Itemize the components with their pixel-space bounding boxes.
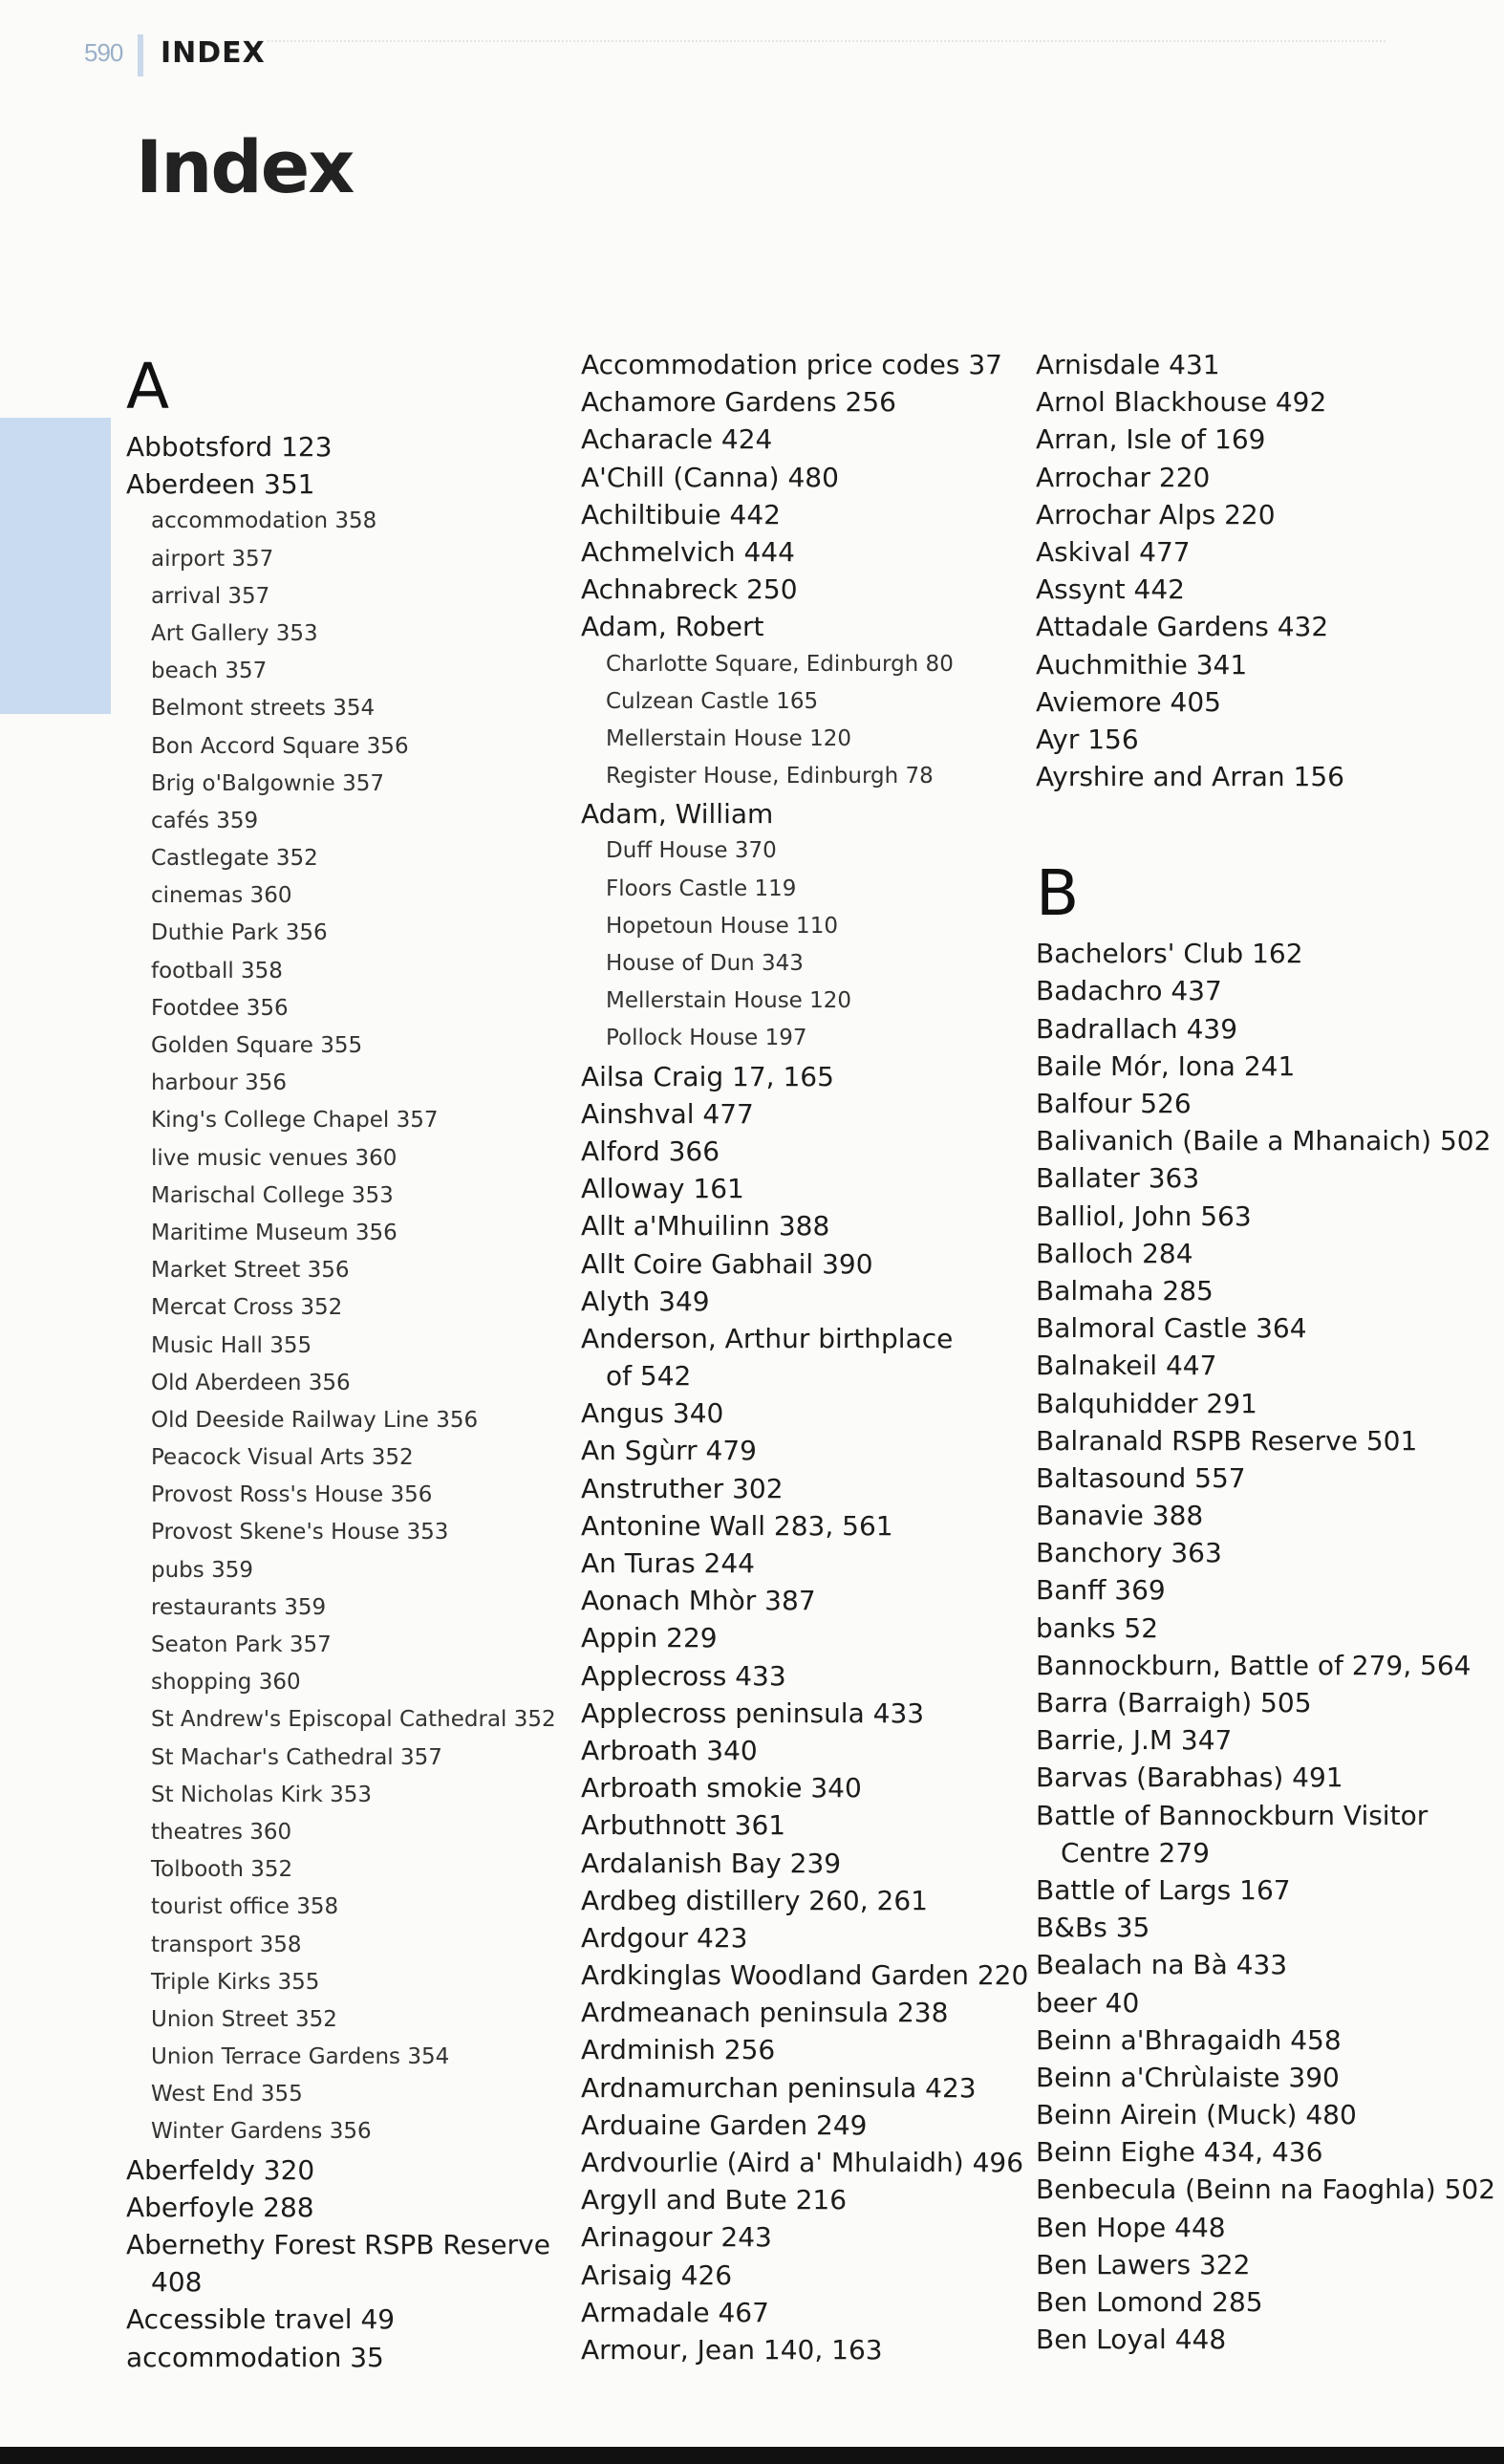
index-entry: Armour, Jean 140, 163 bbox=[581, 2333, 883, 2366]
index-entry: Beinn Airein (Muck) 480 bbox=[1036, 2099, 1357, 2131]
section-gap bbox=[1036, 795, 1485, 853]
index-entry: Banchory 363 bbox=[1036, 1537, 1222, 1569]
index-subentry: Market Street 356 bbox=[151, 1258, 350, 1284]
index-entry: Baile Mór, Iona 241 bbox=[1036, 1049, 1296, 1082]
index-entry: Arbuthnott 361 bbox=[581, 1809, 786, 1842]
index-subentry: cafés 359 bbox=[151, 808, 259, 833]
entry-list bbox=[1036, 346, 1485, 795]
index-entry: Aberfeldy 320 bbox=[126, 2153, 315, 2186]
index-entry: Achmelvich 444 bbox=[581, 535, 795, 568]
index-entry: Ayr 156 bbox=[1036, 723, 1139, 755]
index-subentry: Provost Skene's House 353 bbox=[151, 1520, 449, 1545]
index-entry: Badachro 437 bbox=[1036, 975, 1222, 1007]
index-subentry: Brig o'Balgownie 357 bbox=[151, 770, 385, 796]
index-entry: Ardminish 256 bbox=[581, 2034, 776, 2066]
index-entry: Arinagour 243 bbox=[581, 2221, 772, 2254]
index-subentry: House of Dun 343 bbox=[606, 951, 804, 976]
index-entry: Bannockburn, Battle of 279, 564 bbox=[1036, 1649, 1472, 1681]
index-entry-continuation: Centre 279 bbox=[1061, 1836, 1210, 1869]
index-entry: Ardgour 423 bbox=[581, 1921, 748, 1954]
index-entry: Balliol, John 563 bbox=[1036, 1200, 1252, 1232]
index-entry: Ben Loyal 448 bbox=[1036, 2324, 1227, 2356]
index-subentry: Triple Kirks 355 bbox=[151, 1969, 320, 1995]
index-entry: Aonach Mhòr 387 bbox=[581, 1585, 816, 1617]
index-subentry: Belmont streets 354 bbox=[151, 696, 376, 722]
index-entry-continuation: 408 bbox=[151, 2266, 203, 2299]
index-entry: Anderson, Arthur birthplace bbox=[581, 1322, 954, 1354]
index-entry: Ben Hope 448 bbox=[1036, 2211, 1226, 2243]
index-entry: Barrie, J.M 347 bbox=[1036, 1724, 1233, 1757]
header-accent-bar bbox=[138, 34, 143, 76]
index-entry: Aviemore 405 bbox=[1036, 685, 1221, 718]
index-subentry: Duthie Park 356 bbox=[151, 920, 328, 946]
index-entry: B&Bs 35 bbox=[1036, 1912, 1150, 1944]
index-entry: Balmoral Castle 364 bbox=[1036, 1312, 1307, 1345]
index-entry: Achnabreck 250 bbox=[581, 573, 798, 606]
index-entry: Ballater 363 bbox=[1036, 1162, 1200, 1195]
index-subentry: transport 358 bbox=[151, 1932, 302, 1957]
index-subentry: restaurants 359 bbox=[151, 1594, 327, 1620]
entry-list bbox=[126, 428, 575, 2376]
index-subentry: Bon Accord Square 356 bbox=[151, 733, 409, 759]
index-entry: Alloway 161 bbox=[581, 1173, 744, 1205]
index-entry: Allt Coire Gabhail 390 bbox=[581, 1247, 873, 1280]
index-entry: Balquhidder 291 bbox=[1036, 1387, 1257, 1419]
index-column-2 bbox=[581, 346, 1030, 2368]
index-subentry: Duff House 370 bbox=[606, 838, 777, 864]
index-subentry: Mellerstain House 120 bbox=[606, 988, 852, 1014]
running-head: INDEX bbox=[161, 36, 266, 70]
index-subentry: Culzean Castle 165 bbox=[606, 688, 819, 714]
index-subentry: Old Deeside Railway Line 356 bbox=[151, 1407, 479, 1433]
index-entry: Ardmeanach peninsula 238 bbox=[581, 1997, 949, 2029]
index-entry: Askival 477 bbox=[1036, 535, 1191, 568]
index-entry: Arrochar Alps 220 bbox=[1036, 498, 1276, 530]
index-entry: Argyll and Bute 216 bbox=[581, 2184, 848, 2216]
index-entry: Ardalanish Bay 239 bbox=[581, 1847, 842, 1879]
index-subentry: Footdee 356 bbox=[151, 995, 289, 1021]
index-subentry: pubs 359 bbox=[151, 1557, 253, 1583]
index-entry: Adam, William bbox=[581, 798, 774, 831]
index-entry: Ayrshire and Arran 156 bbox=[1036, 761, 1344, 793]
index-entry: Arisaig 426 bbox=[581, 2259, 733, 2291]
index-entry: Balivanich (Baile a Mhanaich) 502 bbox=[1036, 1125, 1492, 1157]
index-column-3 bbox=[1036, 346, 1496, 2358]
index-subentry: Hopetoun House 110 bbox=[606, 913, 838, 939]
index-subentry: Union Street 352 bbox=[151, 2006, 337, 2032]
letter-heading-b: B bbox=[1036, 856, 1080, 931]
index-entry: Alyth 349 bbox=[581, 1285, 710, 1317]
index-entry: Ardkinglas Woodland Garden 220 bbox=[581, 1959, 1029, 1992]
index-subentry: arrival 357 bbox=[151, 583, 270, 609]
index-entry: Abbotsford 123 bbox=[126, 431, 333, 463]
index-entry: Balfour 526 bbox=[1036, 1088, 1192, 1119]
index-entry: Attadale Gardens 432 bbox=[1036, 611, 1329, 643]
index-subentry: football 358 bbox=[151, 958, 283, 983]
index-entry: Ben Lawers 322 bbox=[1036, 2248, 1251, 2280]
letter-heading-a: A bbox=[126, 350, 170, 423]
index-entry: Balnakeil 447 bbox=[1036, 1350, 1217, 1382]
index-subentry: Provost Ross's House 356 bbox=[151, 1482, 433, 1508]
index-entry: Balloch 284 bbox=[1036, 1237, 1193, 1269]
index-entry: Beinn Eighe 434, 436 bbox=[1036, 2136, 1323, 2169]
index-entry: Arduaine Garden 249 bbox=[581, 2108, 868, 2141]
index-entry: Arnol Blackhouse 492 bbox=[1036, 386, 1327, 419]
index-subentry: tourist office 358 bbox=[151, 1894, 339, 1920]
index-entry: Ailsa Craig 17, 165 bbox=[581, 1060, 834, 1092]
index-subentry: Union Terrace Gardens 354 bbox=[151, 2044, 450, 2070]
page-title: Index bbox=[136, 124, 354, 209]
header-rule bbox=[268, 40, 1386, 42]
index-entry: Arrochar 220 bbox=[1036, 461, 1211, 493]
index-subentry: Winter Gardens 356 bbox=[151, 2119, 372, 2145]
index-entry: Beinn a'Bhragaidh 458 bbox=[1036, 2023, 1342, 2056]
index-entry: Angus 340 bbox=[581, 1397, 724, 1430]
index-entry: Armadale 467 bbox=[581, 2296, 769, 2328]
index-entry: An Turas 244 bbox=[581, 1547, 755, 1579]
index-subentry: Tolbooth 352 bbox=[151, 1857, 293, 1883]
index-subentry: Peacock Visual Arts 352 bbox=[151, 1445, 414, 1471]
index-entry: Ardnamurchan peninsula 423 bbox=[581, 2071, 977, 2104]
index-subentry: West End 355 bbox=[151, 2082, 303, 2107]
index-entry: Bachelors' Club 162 bbox=[1036, 938, 1303, 970]
index-entry: Arran, Isle of 169 bbox=[1036, 423, 1266, 456]
index-entry: Battle of Bannockburn Visitor bbox=[1036, 1799, 1429, 1831]
index-entry: Ardvourlie (Aird a' Mhulaidh) 496 bbox=[581, 2147, 1024, 2178]
index-subentry: theatres 360 bbox=[151, 1819, 292, 1845]
thumb-tab bbox=[0, 418, 111, 714]
index-subentry: St Andrew's Episcopal Cathedral 352 bbox=[151, 1707, 556, 1733]
index-entry: Appin 229 bbox=[581, 1622, 718, 1654]
index-entry: Antonine Wall 283, 561 bbox=[581, 1509, 893, 1542]
index-subentry: shopping 360 bbox=[151, 1670, 301, 1696]
index-entry: Barra (Barraigh) 505 bbox=[1036, 1687, 1312, 1718]
index-entry: Badrallach 439 bbox=[1036, 1012, 1238, 1045]
index-subentry: Pollock House 197 bbox=[606, 1026, 807, 1051]
index-entry: Battle of Largs 167 bbox=[1036, 1873, 1291, 1906]
index-entry: Allt a'Mhuilinn 388 bbox=[581, 1210, 830, 1243]
index-subentry: Charlotte Square, Edinburgh 80 bbox=[606, 651, 954, 677]
index-entry: Arbroath smokie 340 bbox=[581, 1772, 862, 1805]
index-subentry: Marischal College 353 bbox=[151, 1182, 394, 1208]
index-subentry: Art Gallery 353 bbox=[151, 620, 318, 646]
index-entry: Baltasound 557 bbox=[1036, 1461, 1246, 1494]
index-subentry: harbour 356 bbox=[151, 1070, 288, 1096]
entry-list bbox=[1036, 935, 1496, 2358]
entry-list bbox=[581, 346, 1030, 2368]
index-subentry: Register House, Edinburgh 78 bbox=[606, 764, 934, 789]
page-number: 590 bbox=[84, 38, 123, 67]
index-subentry: accommodation 358 bbox=[151, 508, 377, 534]
index-entry: Achamore Gardens 256 bbox=[581, 386, 896, 419]
index-entry: banks 52 bbox=[1036, 1611, 1159, 1644]
index-entry: Alford 366 bbox=[581, 1135, 720, 1167]
index-entry: Banavie 388 bbox=[1036, 1500, 1204, 1532]
index-subentry: Castlegate 352 bbox=[151, 846, 318, 872]
index-entry: Bealach na Bà 433 bbox=[1036, 1949, 1288, 1981]
index-entry: Auchmithie 341 bbox=[1036, 648, 1248, 681]
index-subentry: airport 357 bbox=[151, 546, 274, 572]
index-entry: Acharacle 424 bbox=[581, 423, 773, 456]
index-entry: Achiltibuie 442 bbox=[581, 498, 781, 530]
index-entry-continuation: of 542 bbox=[606, 1360, 692, 1393]
index-entry: Ainshval 477 bbox=[581, 1097, 754, 1130]
index-subentry: Floors Castle 119 bbox=[606, 875, 797, 901]
index-subentry: St Nicholas Kirk 353 bbox=[151, 1782, 373, 1807]
index-subentry: King's College Chapel 357 bbox=[151, 1108, 439, 1134]
index-subentry: Music Hall 355 bbox=[151, 1332, 312, 1358]
index-entry: Balmaha 285 bbox=[1036, 1274, 1214, 1307]
index-entry: Barvas (Barabhas) 491 bbox=[1036, 1762, 1343, 1794]
index-subentry: Mellerstain House 120 bbox=[606, 725, 852, 751]
index-entry: Aberfoyle 288 bbox=[126, 2191, 314, 2223]
index-entry: Ben Lomond 285 bbox=[1036, 2286, 1263, 2318]
index-entry: Balranald RSPB Reserve 501 bbox=[1036, 1424, 1418, 1457]
index-subentry: Maritime Museum 356 bbox=[151, 1220, 397, 1245]
index-entry: accommodation 35 bbox=[126, 2341, 384, 2373]
index-entry: Beinn a'Chrùlaiste 390 bbox=[1036, 2061, 1340, 2093]
index-subentry: Golden Square 355 bbox=[151, 1033, 363, 1058]
index-column-1 bbox=[126, 346, 575, 2376]
index-entry: Aberdeen 351 bbox=[126, 468, 315, 501]
index-entry: Applecross peninsula 433 bbox=[581, 1697, 925, 1729]
index-entry: Banff 369 bbox=[1036, 1574, 1166, 1607]
index-entry: Benbecula (Beinn na Faoghla) 502 bbox=[1036, 2173, 1496, 2206]
index-entry: Arnisdale 431 bbox=[1036, 349, 1220, 380]
index-subentry: Seaton Park 357 bbox=[151, 1632, 332, 1657]
index-entry: Abernethy Forest RSPB Reserve bbox=[126, 2229, 550, 2260]
index-subentry: cinemas 360 bbox=[151, 883, 292, 909]
index-entry: Anstruther 302 bbox=[581, 1472, 784, 1504]
index-entry: Applecross 433 bbox=[581, 1659, 786, 1692]
index-entry: beer 40 bbox=[1036, 1986, 1140, 2019]
scan-edge bbox=[0, 2447, 1504, 2464]
index-entry: Accessible travel 49 bbox=[126, 2303, 396, 2336]
index-entry: Ardbeg distillery 260, 261 bbox=[581, 1884, 928, 1916]
index-entry: Adam, Robert bbox=[581, 611, 764, 643]
index-subentry: beach 357 bbox=[151, 659, 268, 684]
index-subentry: Old Aberdeen 356 bbox=[151, 1370, 351, 1395]
index-entry: Assynt 442 bbox=[1036, 573, 1185, 606]
index-entry: Arbroath 340 bbox=[581, 1734, 758, 1766]
index-subentry: Mercat Cross 352 bbox=[151, 1295, 343, 1321]
index-subentry: live music venues 360 bbox=[151, 1145, 397, 1171]
index-subentry: St Machar's Cathedral 357 bbox=[151, 1744, 442, 1770]
index-entry: A'Chill (Canna) 480 bbox=[581, 461, 839, 493]
index-entry: An Sgùrr 479 bbox=[581, 1435, 757, 1467]
index-entry: Accommodation price codes 37 bbox=[581, 349, 1002, 380]
